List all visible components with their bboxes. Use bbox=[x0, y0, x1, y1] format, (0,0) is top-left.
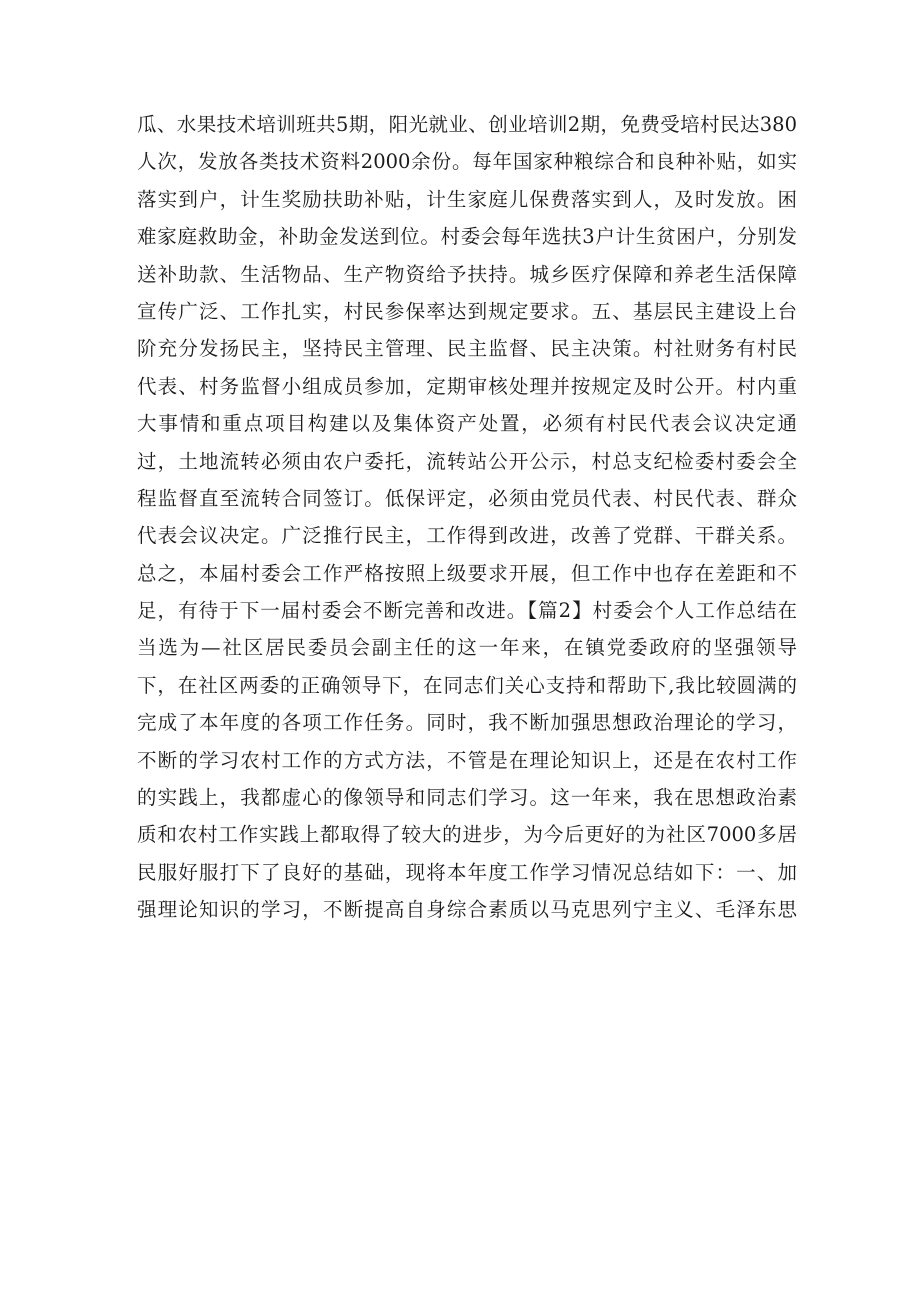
text-line: 强理论知识的学习，不断提高自身综合素质以马克思列宁主义、毛泽东思 bbox=[137, 898, 797, 922]
text-line: 代表会议决定。广泛推行民主，工作得到改进，改善了党群、干群关系。 bbox=[137, 524, 797, 548]
text-line: 足，有待于下一届村委会不断完善和改进。【篇2】村委会个人工作总结在 bbox=[137, 599, 797, 623]
text-line: 送补助款、生活物品、生产物资给予扶持。城乡医疗保障和养老生活保障 bbox=[137, 262, 797, 286]
text-line: 质和农村工作实践上都取得了较大的进步，为今后更好的为社区7000多居 bbox=[137, 823, 797, 847]
text-line: 完成了本年度的各项工作任务。同时，我不断加强思想政治理论的学习， bbox=[137, 711, 797, 735]
body-text bbox=[137, 106, 797, 929]
text-line: 落实到户，计生奖励扶助补贴，计生家庭儿保费落实到人，及时发放。困 bbox=[137, 187, 797, 211]
text-line: 瓜、水果技术培训班共5期，阳光就业、创业培训2期，免费受培村民达380 bbox=[137, 113, 797, 136]
text-line: 总之，本届村委会工作严格按照上级要求开展，但工作中也存在差距和不 bbox=[137, 561, 797, 585]
text-line: 大事情和重点项目构建以及集体资产处置，必须有村民代表会议决定通 bbox=[137, 412, 797, 436]
text-line: 代表、村务监督小组成员参加，定期审核处理并按规定及时公开。村内重 bbox=[137, 374, 797, 398]
text-line: 难家庭救助金，补助金发送到位。村委会每年选扶3户计生贫困户，分别发 bbox=[137, 225, 797, 249]
text-line: 宣传广泛、工作扎实，村民参保率达到规定要求。五、基层民主建设上台 bbox=[137, 299, 797, 323]
text-line: 的实践上，我都虚心的像领导和同志们学习。这一年来，我在思想政治素 bbox=[137, 786, 797, 810]
text-line: 当选为—社区居民委员会副主任的这一年来，在镇党委政府的坚强领导 bbox=[137, 636, 797, 660]
text-line: 程监督直至流转合同签订。低保评定，必须由党员代表、村民代表、群众 bbox=[137, 486, 797, 510]
text-line: 下，在社区两委的正确领导下，在同志们关心支持和帮助下,我比较圆满的 bbox=[137, 673, 797, 697]
text-line: 过，土地流转必须由农户委托，流转站公开公示，村总支纪检委村委会全 bbox=[137, 449, 797, 473]
text-line: 人次，发放各类技术资料2000余份。每年国家种粮综合和良种补贴，如实 bbox=[137, 150, 797, 174]
text-line: 民服好服打下了良好的基础，现将本年度工作学习情况总结如下：一、加 bbox=[137, 860, 797, 884]
text-line: 阶充分发扬民主，坚持民主管理、民主监督、民主决策。村社财务有村民 bbox=[137, 337, 797, 361]
text-line: 不断的学习农村工作的方式方法，不管是在理论知识上，还是在农村工作 bbox=[137, 748, 797, 772]
